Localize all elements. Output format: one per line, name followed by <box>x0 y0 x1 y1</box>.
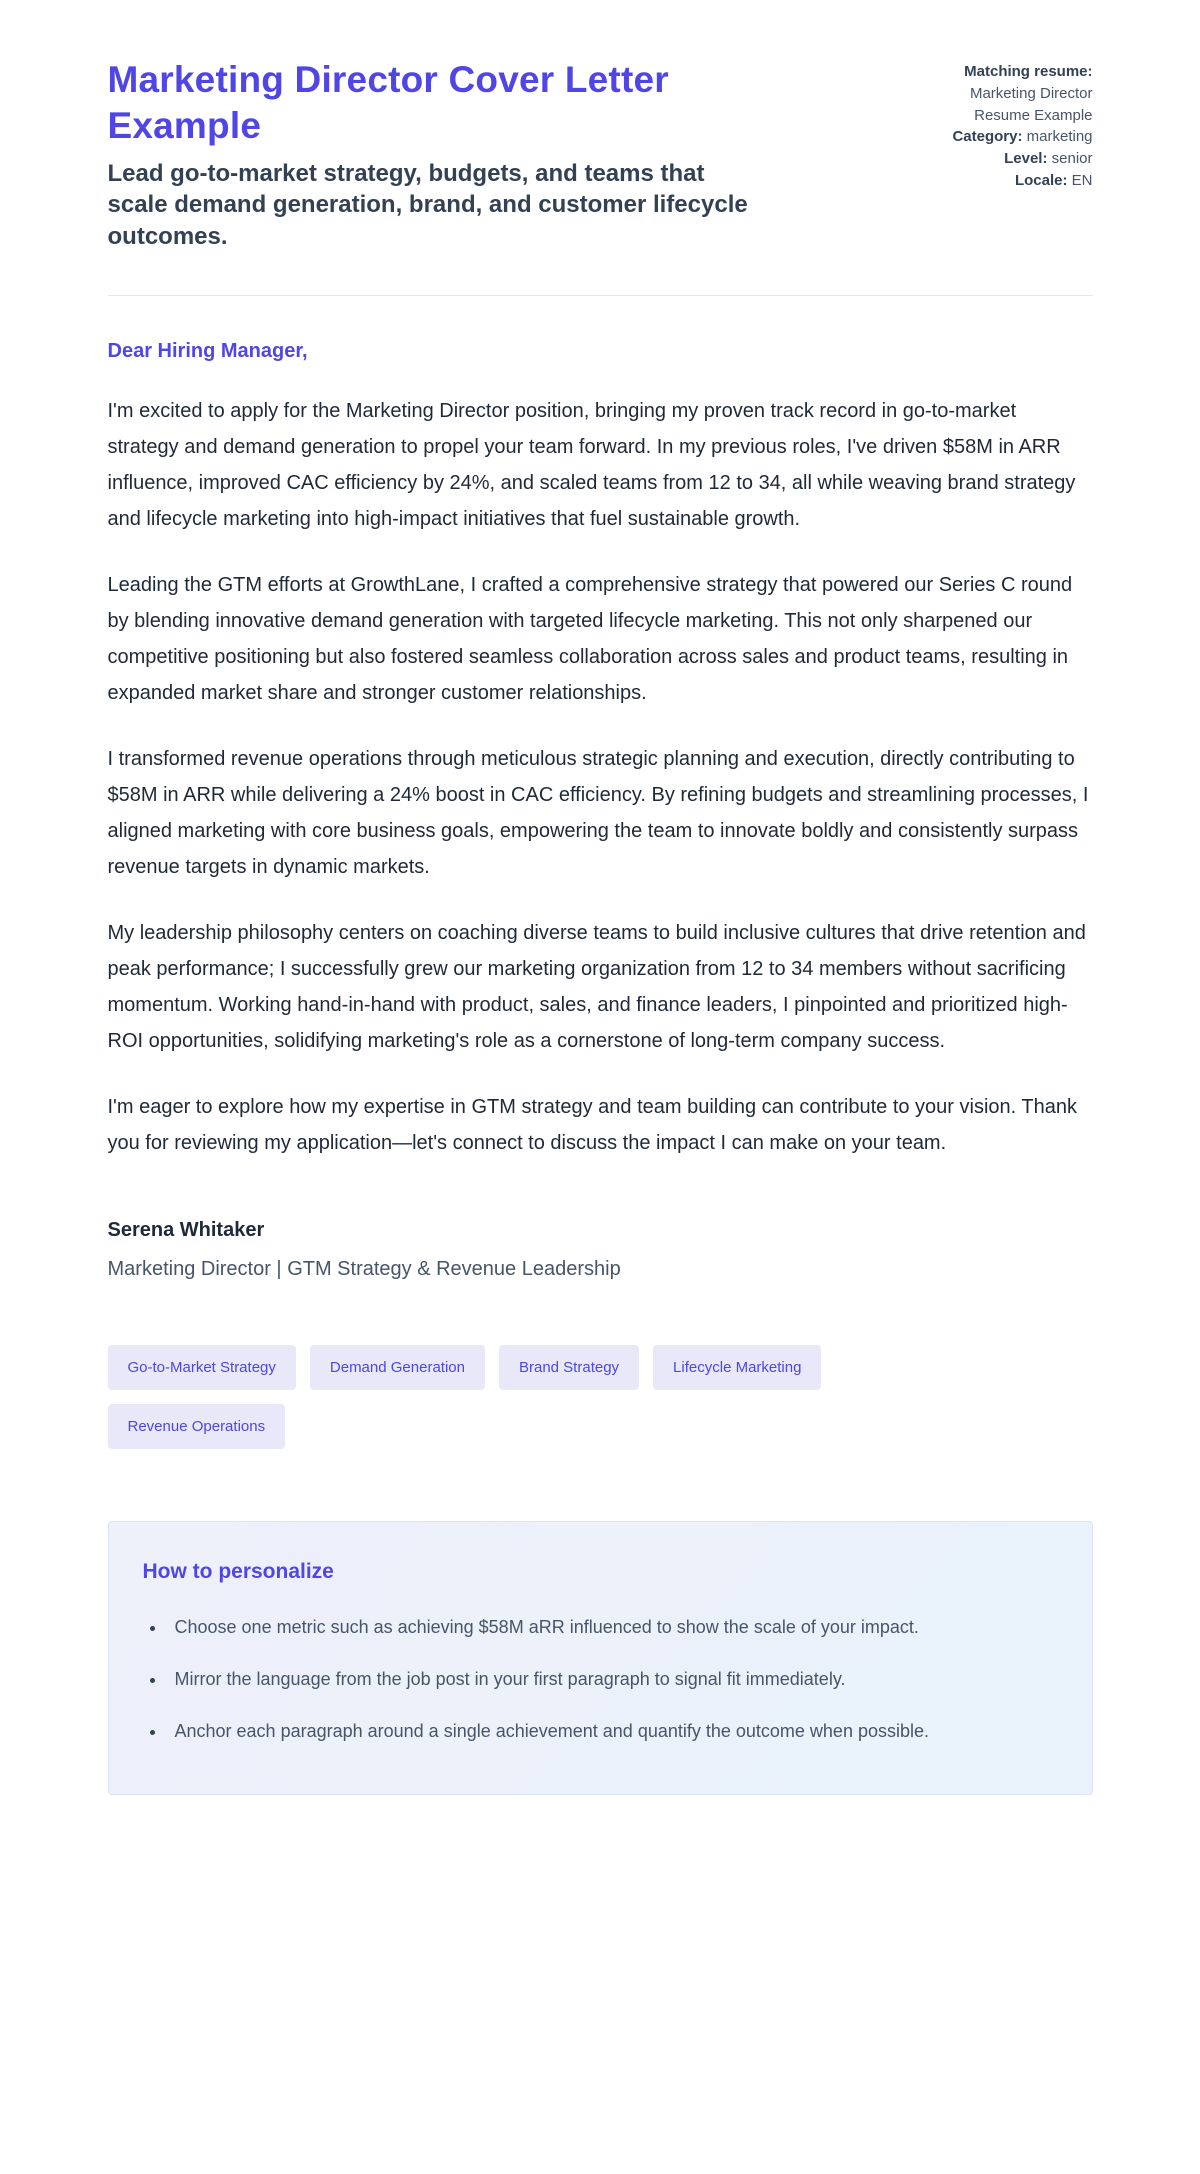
meta-matching-resume-label: Matching resume: <box>964 63 1093 80</box>
meta-locale-value: EN <box>1071 171 1093 189</box>
personalize-tip: • Mirror the language from the job post in your first paragraph to signal fit immediately. <box>167 1662 1058 1696</box>
header-title-block <box>108 57 753 253</box>
page-subtitle: Lead go-to-market strategy, budgets, and teams that scale demand generation, brand, and customer lifecycle outcomes. <box>107 159 748 250</box>
signature-title: Marketing Director | GTM Strategy & Revenue Leadership <box>107 1257 621 1280</box>
letter-paragraph: My leadership philosophy centers on coaching diverse teams to build inclusive cultures that drive retention and peak performance; I successfully grew our marketing organization from 12 to 34 members without sacrificing momentum. Working hand-in-hand with product, sales, and finance leaders, I pinpointed and prioritized high-ROI opportunities, solidifying marketing's role as a cornerstone of long-term company success. <box>107 921 1086 1052</box>
meta-category <box>915 126 1093 148</box>
letter-paragraph: I transformed revenue operations through meticulous strategic planning and execution, directly contributing to $58M in ARR while delivering a 24% boost in CAC efficiency. By refining budgets and streamlining processes, I aligned marketing with core business goals, empowering the team to innovate boldly and consistently surpass revenue targets in dynamic markets. <box>107 747 1089 878</box>
letter-paragraph: I'm eager to explore how my expertise in GTM strategy and team building can contribute to your vision. Thank you for reviewing my application—let's connect to discuss the impact I can make on your team. <box>107 1095 1077 1154</box>
tag-chip-revenue-operations[interactable]: Revenue Operations <box>108 1404 286 1449</box>
meta-category-value: marketing <box>1026 128 1093 146</box>
cover-letter-body <box>108 340 1093 1281</box>
meta-matching-resume <box>915 61 1093 126</box>
meta-level-label: Level: <box>1004 150 1048 167</box>
tag-chip-go-to-market-strategy[interactable]: Go-to-Market Strategy <box>108 1345 296 1390</box>
meta-locale-label: Locale: <box>1014 171 1068 189</box>
header-divider <box>108 295 1093 296</box>
letter-paragraph: I'm excited to apply for the Marketing Director position, bringing my proven track record in go-to-market strategy and demand generation to propel your team forward. In my previous roles, I've driven $58M in ARR influence, improved CAC efficiency by 24%, and scaled teams from 12 to 34, all while weaving brand strategy and lifecycle marketing into high-impact initiatives that fuel sustainable growth. <box>107 399 1076 530</box>
tag-chip-demand-generation[interactable]: Demand Generation <box>310 1345 485 1390</box>
personalize-heading: How to personalize <box>142 1559 334 1583</box>
signature-block <box>108 1219 1093 1281</box>
cover-letter-page <box>108 0 1093 1865</box>
meta-category-label: Category: <box>952 128 1023 146</box>
personalize-tip: • Anchor each paragraph around a single achievement and quantify the outcome when possible. <box>167 1714 1058 1748</box>
tag-chip-lifecycle-marketing[interactable]: Lifecycle Marketing <box>653 1345 821 1390</box>
tag-chip-brand-strategy[interactable]: Brand Strategy <box>499 1345 639 1390</box>
meta-matching-resume-value: Marketing Director Resume Example <box>969 84 1093 124</box>
page-title: Marketing Director Cover Letter Example <box>107 59 669 147</box>
letter-paragraph: Leading the GTM efforts at GrowthLane, I crafted a comprehensive strategy that powered our Series C round by blending innovative demand generation with targeted lifecycle marketing. This not only sharpened our competitive positioning but also fostered seamless collaboration across sales and product teams, resulting in expanded market share and stronger customer relationships. <box>107 573 1073 704</box>
meta-locale <box>915 170 1093 192</box>
meta-block <box>915 57 1093 192</box>
personalize-tip-list <box>143 1610 1058 1748</box>
personalize-box <box>108 1521 1093 1795</box>
signature-name: Serena Whitaker <box>107 1218 265 1241</box>
page-header <box>108 57 1093 253</box>
personalize-tip: • Choose one metric such as achieving $58M aRR influenced to show the scale of your impact. <box>167 1610 1058 1644</box>
meta-level-value: senior <box>1051 150 1093 167</box>
tag-list <box>108 1345 828 1449</box>
letter-greeting: Dear Hiring Manager, <box>107 339 308 362</box>
meta-level <box>915 148 1093 170</box>
